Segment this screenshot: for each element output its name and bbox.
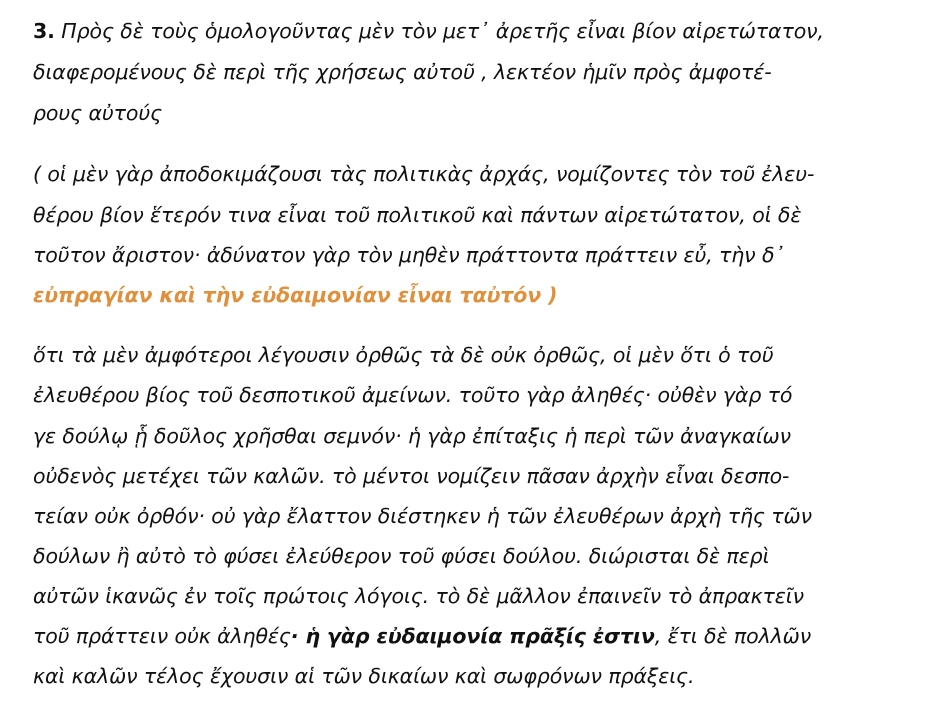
paragraph-3-line-1: ὅτι τὰ μὲν ἀμφότεροι λέγουσιν ὀρθῶς τὰ δὲ οὐκ ὀρθῶς, οἱ μὲν ὅτι ὁ τοῦ bbox=[33, 343, 774, 367]
paragraph-1-text: Πρὸς δὲ τοὺς ὁμολογοῦντας μὲν τὸν μετ᾽ ἀρετῆς εἶναι βίον αἱρετώτατον, bbox=[54, 19, 824, 43]
line-8-end: , ἔτι δὲ πολλῶν bbox=[654, 624, 812, 648]
paragraph-3-line-9: καὶ καλῶν τέλος ἔχουσιν αἱ τῶν δικαίων καὶ σωφρόνων πράξεις. bbox=[33, 664, 695, 688]
bold-phrase: · ἡ γὰρ εὐδαιμονία πρᾶξίς ἐστιν bbox=[290, 624, 655, 648]
highlighted-phrase: εὐπραγίαν καὶ τὴν εὐδαιμονίαν εἶναι ταὐτόν ) bbox=[33, 283, 558, 307]
paragraph-3-line-7: αὐτῶν ἱκανῶς ἐν τοῖς πρώτοις λόγοις. τὸ δὲ μᾶλλον ἐπαινεῖν τὸ ἀπρακτεῖν bbox=[33, 584, 804, 608]
paragraph-2-line-2: θέρου βίον ἕτερόν τινα εἶναι τοῦ πολιτικοῦ καὶ πάντων αἱρετώτατον, οἱ δὲ bbox=[33, 203, 802, 227]
paragraph-3-line-6: δούλων ἢ αὐτὸ τὸ φύσει ἐλεύθερον τοῦ φύσει δούλου. διώρισται δὲ περὶ bbox=[33, 544, 770, 568]
paragraph-1-line-1 bbox=[33, 17, 824, 45]
paragraph-1-line-2: διαφερομένους δὲ περὶ τῆς χρήσεως αὐτοῦ , λεκτέον ἡμῖν πρὸς ἀμφοτέ- bbox=[33, 60, 772, 84]
line-8-start: τοῦ πράττειν οὐκ ἀληθές bbox=[33, 624, 291, 648]
paragraph-number: 3. bbox=[33, 19, 55, 43]
paragraph-3-line-4: οὐδενὸς μετέχει τῶν καλῶν. τὸ μέντοι νομίζειν πᾶσαν ἀρχὴν εἶναι δεσπο- bbox=[33, 464, 790, 488]
paragraph-2-line-3: τοῦτον ἄριστον· ἀδύνατον γὰρ τὸν μηθὲν πράττοντα πράττειν εὖ, τὴν δ᾽ bbox=[33, 243, 785, 267]
paragraph-3-line-3: γε δούλῳ ᾗ δοῦλος χρῆσθαι σεμνόν· ἡ γὰρ ἐπίταξις ἡ περὶ τῶν ἀναγκαίων bbox=[33, 424, 791, 448]
paragraph-3-line-5: τείαν οὐκ ὀρθόν· οὐ γὰρ ἔλαττον διέστηκεν ἡ τῶν ἐλευθέρων ἀρχὴ τῆς τῶν bbox=[33, 504, 812, 528]
paragraph-3-line-8 bbox=[33, 622, 811, 650]
paragraph-3-line-2: ἐλευθέρου βίος τοῦ δεσποτικοῦ ἀμείνων. τοῦτο γὰρ ἀληθές· οὐθὲν γὰρ τό bbox=[33, 383, 793, 407]
paragraph-2-line-4 bbox=[33, 281, 557, 309]
paragraph-1-line-3: ρους αὐτούς bbox=[33, 101, 163, 125]
paragraph-2-line-1: ( οἱ μὲν γὰρ ἀποδοκιμάζουσι τὰς πολιτικὰς ἀρχάς, νομίζοντες τὸν τοῦ ἐλευ- bbox=[33, 162, 815, 186]
